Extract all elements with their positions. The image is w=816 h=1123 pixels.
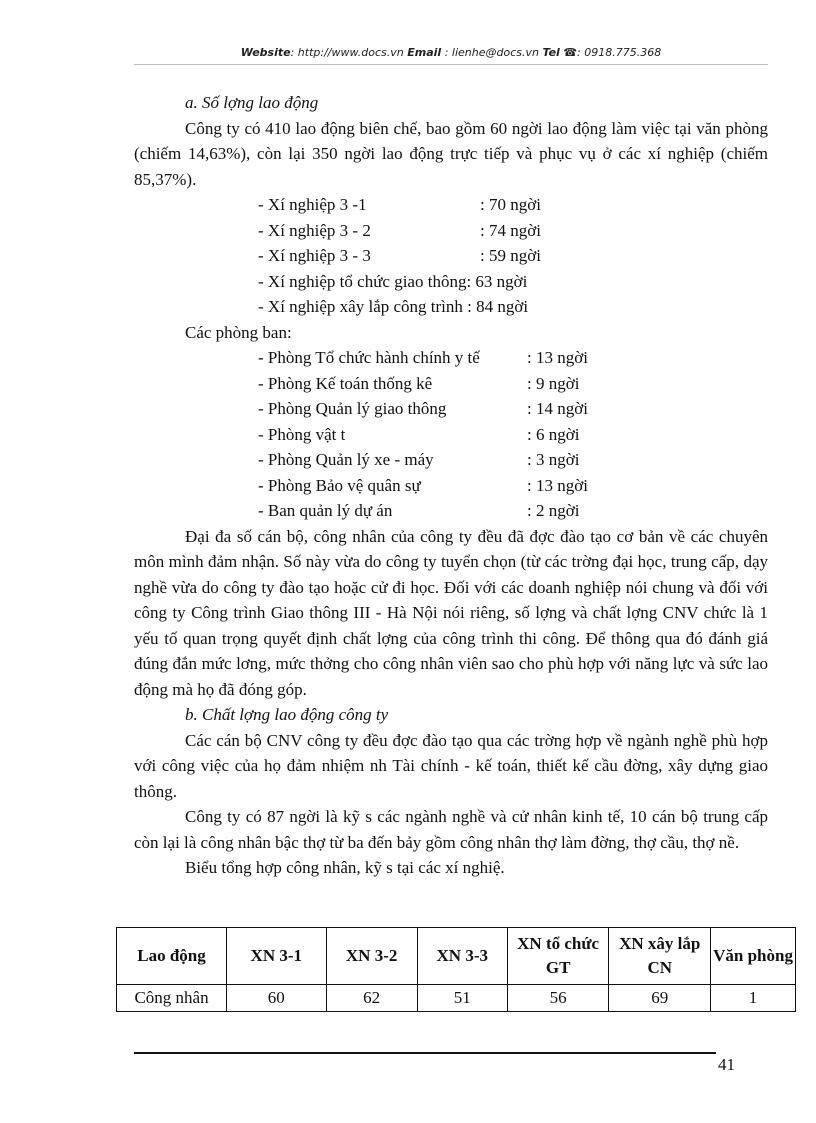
website-value: : http://www.docs.vn [290, 46, 404, 59]
column-header: Lao động [117, 928, 227, 985]
worker-summary-table [116, 927, 796, 1012]
page-header [134, 46, 768, 59]
table-cell: 60 [227, 985, 327, 1012]
department-list [134, 345, 768, 524]
column-header: XN xây lắp CN [609, 928, 711, 985]
department-value: : 9 ngời [527, 373, 580, 393]
list-item [134, 269, 768, 295]
enterprise-label: - Xí nghiệp 3 - 3 [258, 246, 371, 265]
section-b-para2: Công ty có 87 ngời là kỹ s các ngành nghề và cử nhân kinh tế, 10 cán bộ trung cấp còn lại là công nhân bậc thợ từ ba đến bảy gồm công nhân thợ làm đờng, thợ cầu, thợ nề. [134, 807, 768, 852]
table-cell: 1 [711, 985, 796, 1012]
list-item [134, 447, 768, 473]
column-header: XN 3-2 [326, 928, 417, 985]
column-header: XN 3-3 [417, 928, 507, 985]
department-value: : 6 ngời [527, 424, 580, 444]
list-item [134, 345, 768, 371]
department-value: : 14 ngời [527, 399, 588, 418]
list-item [134, 192, 768, 218]
header-divider [134, 64, 768, 65]
department-label: - Phòng Kế toán thống kê [258, 373, 433, 393]
department-value: : 13 ngời [527, 475, 588, 495]
list-item [134, 243, 768, 269]
enterprise-label: - Xí nghiệp 3 -1 [258, 195, 367, 214]
enterprise-label: - Xí nghiệp xây lắp công trình : 84 ngời [258, 297, 529, 316]
section-a-heading: a. Số lợng lao động [185, 93, 319, 112]
departments-title: Các phòng ban: [185, 322, 292, 342]
enterprise-value: : 70 ngời [480, 195, 541, 214]
list-item [134, 218, 768, 244]
section-b-para1: Các cán bộ CNV công ty đều đợc đào tạo qua các trờng hợp về ngành nghề phù hợp với công việc của họ đảm nhiệm nh Tài chính - kế toán, thiết kế cầu đờng, xây dựng giao thông. [134, 730, 768, 801]
table-cell: 51 [417, 985, 507, 1012]
department-label: - Phòng Quản lý giao thông [258, 399, 447, 418]
department-value: : 13 ngời [527, 348, 588, 367]
table-cell: Công nhân [117, 985, 227, 1012]
table-cell: 62 [326, 985, 417, 1012]
department-label: - Ban quản lý dự án [258, 501, 393, 520]
phone-icon: ☎ [563, 46, 578, 59]
department-label: - Phòng Tổ chức hành chính y tế [258, 348, 480, 367]
page-number: 41 [718, 1055, 735, 1074]
enterprise-value: : 59 ngời [480, 246, 541, 265]
tel-value: : 0918.775.368 [577, 46, 662, 59]
email-label: Email [407, 46, 442, 59]
department-label: - Phòng Bảo vệ quân sự [258, 475, 421, 495]
document-body [134, 90, 768, 881]
list-item [134, 371, 768, 397]
list-item [134, 396, 768, 422]
table-row [117, 985, 796, 1012]
list-item [134, 422, 768, 448]
department-label: - Phòng vật t [258, 424, 346, 444]
enterprise-label: - Xí nghiệp tổ chức giao thông: 63 ngời [258, 271, 528, 291]
email-value: : lienhe@docs.vn [444, 46, 539, 59]
enterprise-label: - Xí nghiệp 3 - 2 [258, 220, 371, 240]
list-item [134, 498, 768, 524]
list-item [134, 294, 768, 320]
table-cell: 56 [507, 985, 609, 1012]
department-value: : 3 ngời [527, 450, 580, 469]
column-header: XN tổ chức GT [507, 928, 609, 985]
department-value: : 2 ngời [527, 501, 580, 520]
column-header: Văn phòng [711, 928, 796, 985]
website-label: Website [240, 46, 291, 59]
section-a-paragraph: Đại đa số cán bộ, công nhân của công ty đều đã đợc đào tạo cơ bản về các chuyên môn mình đảm nhận. Số này vừa do công ty tuyển chọn (từ các trờng đại học, trung cấp, dạy nghề vừa do công ty đào tạo hoặc cử đi học. Đối với các doanh nghiệp nói chung và đối với công ty Công trình Giao thông III - Hà Nội nói riêng, số lợng và chất lợng CNV chức là 1 yếu tố quan trọng quyết định chất lợng của công trình thi công. Để thông qua đó đánh giá đúng đắn mức lơng, mức thởng cho công nhân viên sao cho phù hợp với năng lực và sức lao động mà họ đã đóng góp. [134, 526, 768, 699]
enterprise-list [134, 192, 768, 320]
section-a-intro: Công ty có 410 lao động biên chế, bao gồm 60 ngời lao động làm việc tại văn phòng (chiếm 14,63%), còn lại 350 ngời lao động trực tiếp và phục vụ ở các xí nghiệp (chiếm 85,37%). [134, 118, 768, 189]
tel-label: Tel [542, 46, 560, 59]
enterprise-value: : 74 ngời [480, 220, 541, 240]
table-caption: Biểu tổng hợp công nhân, kỹ s tại các xí nghiệ. [185, 858, 505, 877]
column-header: XN 3-1 [227, 928, 327, 985]
list-item [134, 473, 768, 499]
table-header-row [117, 928, 796, 985]
footer-divider [134, 1052, 716, 1054]
department-label: - Phòng Quản lý xe - máy [258, 450, 434, 469]
table-cell: 69 [609, 985, 711, 1012]
section-b-heading: b. Chất lợng lao động công ty [185, 705, 389, 724]
